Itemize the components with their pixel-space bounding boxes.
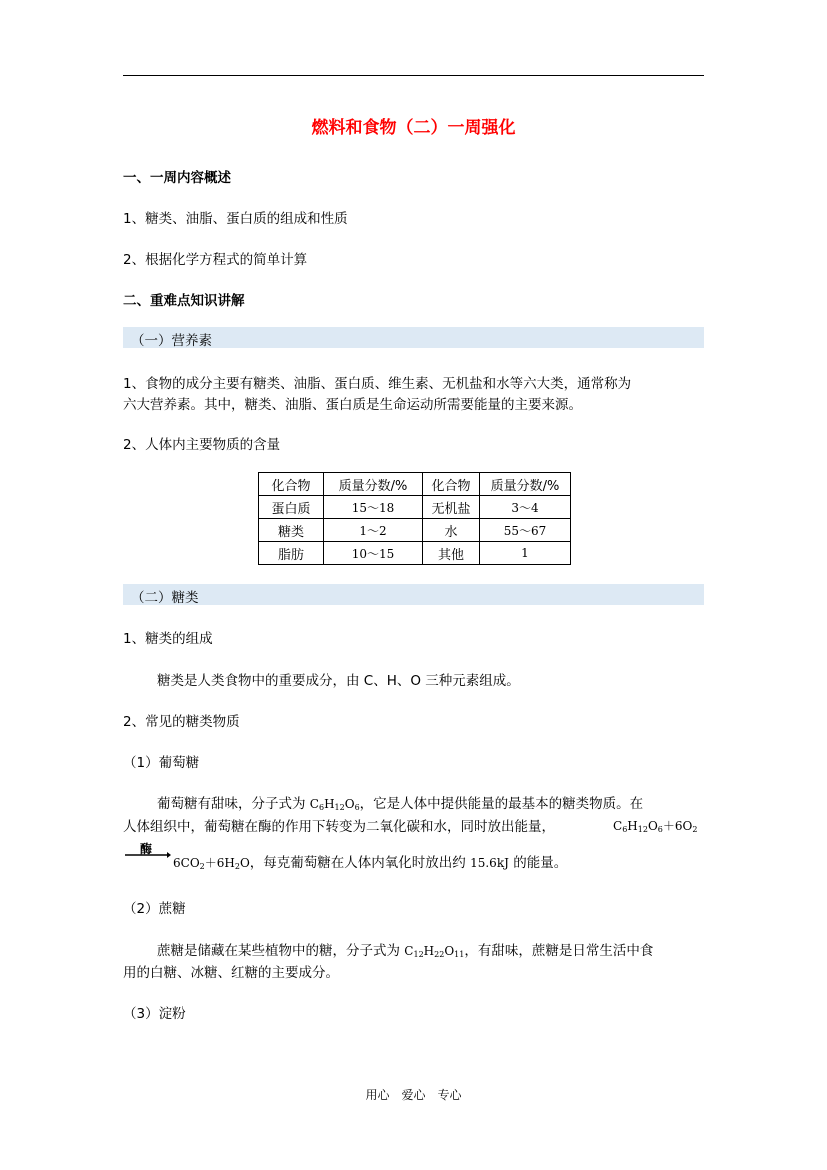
glucose-title: （1）葡萄糖 <box>123 755 200 771</box>
sucrose-line1: 蔗糖是储藏在某些植物中的糖，分子式为 $C_{12}H_{22}O_{11}$，有甜味，蔗糖是日常生活中食 <box>157 943 654 959</box>
sucrose-title: （2）蔗糖 <box>123 901 186 917</box>
sugar-composition-title: 1、糖类的组成 <box>123 631 213 647</box>
table-cell: 脂肪 <box>259 542 324 565</box>
sugar-composition-text: 糖类是人类食物中的重要成分，由 C、H、O 三种元素组成。 <box>157 673 520 689</box>
section1-item1: 1、糖类、油脂、蛋白质的组成和性质 <box>123 211 348 227</box>
table-header-cell: 化合物 <box>423 473 480 496</box>
table-header-cell: 质量分数/% <box>324 473 423 496</box>
glucose-formula: $C_6H_{12}O_6$ <box>309 797 360 812</box>
section1-heading: 一、一周内容概述 <box>123 170 231 186</box>
table-row <box>259 542 571 565</box>
nutrients-para-line2: 六大营养素。其中，糖类、油脂、蛋白质是生命运动所需要能量的主要来源。 <box>123 397 582 413</box>
table-header-row <box>259 473 571 496</box>
table-cell: 55～67 <box>480 519 571 542</box>
glucose-line2: 人体组织中，葡萄糖在酶的作用下转变为二氧化碳和水，同时放出能量， <box>123 819 555 835</box>
table-cell: 水 <box>423 519 480 542</box>
common-sugars-title: 2、常见的糖类物质 <box>123 714 240 730</box>
composition-table <box>258 472 571 565</box>
content-caption: 2、人体内主要物质的含量 <box>123 437 281 453</box>
table-cell: 糖类 <box>259 519 324 542</box>
table-cell: 10～15 <box>324 542 423 565</box>
glucose-line1: 葡萄糖有甜味，分子式为 $C_6H_{12}O_6$，它是人体中提供能量的最基本的糖类物质。在 <box>157 796 644 812</box>
table-cell: 其他 <box>423 542 480 565</box>
enzyme-label: 酶 <box>140 842 153 856</box>
section1-item2: 2、根据化学方程式的简单计算 <box>123 252 308 268</box>
table-cell: 1～2 <box>324 519 423 542</box>
table-cell: 无机盐 <box>423 496 480 519</box>
table-row <box>259 519 571 542</box>
sucrose-line2: 用的白糖、冰糖、红糖的主要成分。 <box>123 965 339 981</box>
table-cell: 1 <box>480 542 571 565</box>
enzyme-arrow <box>123 840 171 860</box>
band-label: （一）营养素 <box>131 333 212 349</box>
subsection-band-sugars <box>123 584 704 605</box>
header-rule <box>123 75 704 76</box>
equation-right: $6CO_2+6H_2O$，每克葡萄糖在人体内氧化时放出约 15.6kJ 的能量。 <box>173 855 568 871</box>
table-header-cell: 化合物 <box>259 473 324 496</box>
table-cell: 3～4 <box>480 496 571 519</box>
page-title: 燃料和食物（二）一周强化 <box>311 118 516 138</box>
table-cell: 蛋白质 <box>259 496 324 519</box>
page-footer: 用心 爱心 专心 <box>365 1088 462 1102</box>
table-row <box>259 496 571 519</box>
subsection-band-nutrients <box>123 327 704 348</box>
table-cell: 15～18 <box>324 496 423 519</box>
sucrose-formula: $C_{12}H_{22}O_{11}$ <box>404 944 465 959</box>
starch-title: （3）淀粉 <box>123 1006 186 1022</box>
equation-left: $C_6H_{12}O_6+6O_2$ <box>613 819 698 834</box>
section2-heading: 二、重难点知识讲解 <box>123 293 245 309</box>
band-label: （二）糖类 <box>131 590 199 606</box>
table-header-cell: 质量分数/% <box>480 473 571 496</box>
nutrients-para-line1: 1、食物的成分主要有糖类、油脂、蛋白质、维生素、无机盐和水等六大类，通常称为 <box>123 376 632 392</box>
